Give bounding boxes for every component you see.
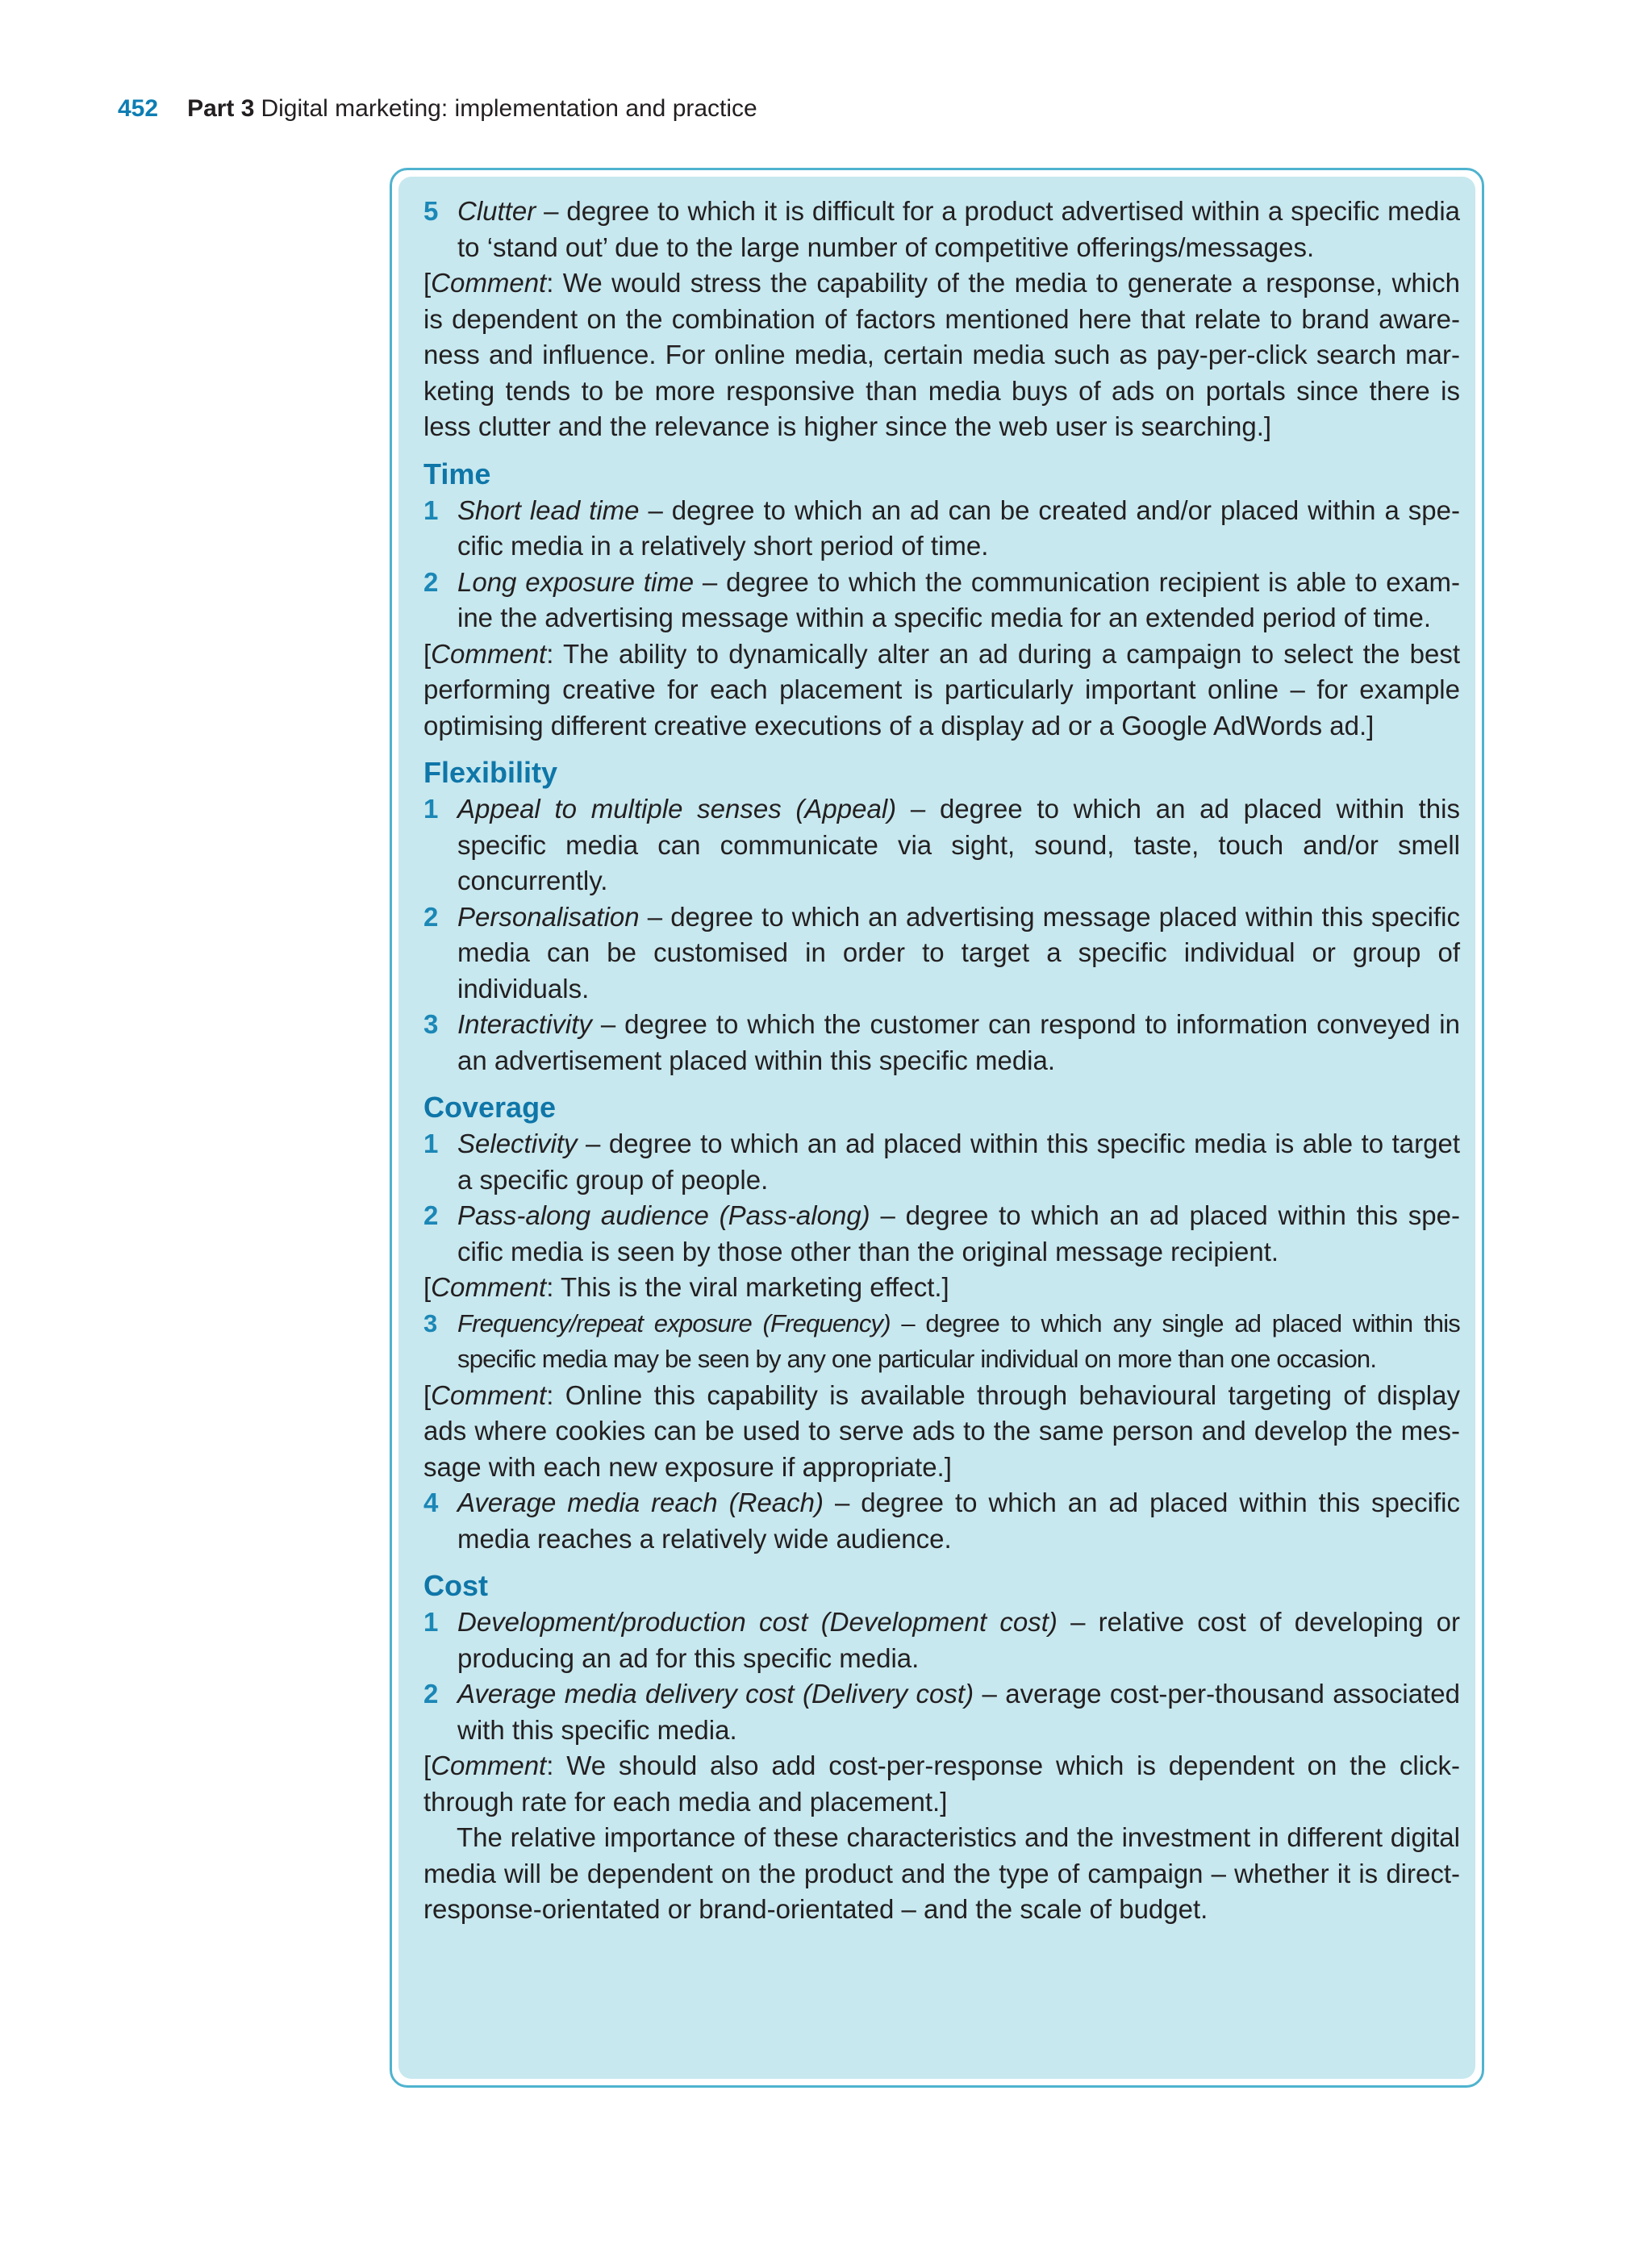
item-number: 2 xyxy=(423,566,439,597)
item-text: – degree to which an ad placed within this specific media can communicate via sight, sound, taste, touch and/or smell concurrently. xyxy=(457,794,1460,895)
comment-bracket: [ xyxy=(423,1751,432,1780)
item-term: Short lead time xyxy=(457,494,640,525)
item-term: Clutter xyxy=(457,196,536,226)
item-text: – degree to which an ad placed within this specific media is able to target a specific group of people. xyxy=(457,1129,1460,1195)
item-term: Selectivity xyxy=(457,1129,578,1158)
comment-viral xyxy=(423,1270,1460,1306)
part-label: Part 3 xyxy=(187,95,255,122)
heading-flexibility: Flexibility xyxy=(423,756,558,789)
item-number: 1 xyxy=(423,1129,439,1158)
item-number: 1 xyxy=(423,494,439,525)
item-number: 5 xyxy=(423,196,439,226)
list-item-long-exposure-time xyxy=(423,565,1460,636)
comment-label: Comment xyxy=(431,1751,547,1780)
item-text: – degree to which any single ad placed within this specific media may be seen by any one particular individual on more than one occasion. xyxy=(457,1308,1460,1373)
item-term: Pass-along audience (Pass-along) xyxy=(457,1200,870,1230)
list-item-clutter xyxy=(423,194,1460,265)
item-number: 1 xyxy=(423,794,439,824)
list-item-personalisation xyxy=(423,899,1460,1008)
item-term: Average media delivery cost (Delivery cost) xyxy=(457,1679,974,1709)
heading-coverage: Coverage xyxy=(423,1091,557,1124)
comment-text: : We would stress the capability of the media to generate a response, which is dependent on the combination of factors mentioned here that relate to brand awareness and influence. For online media, certain media such as pay-per-click search marketing tends to be more responsive than media buys of ads on portals since there is less clutter and the relevance is higher since the web user is searching.] xyxy=(423,268,1460,441)
item-number: 2 xyxy=(423,1200,439,1230)
heading-cost: Cost xyxy=(423,1569,488,1602)
item-text: – degree to which it is difficult for a product advertised within a specific media to ‘stand out’ due to the large number of competitive offerings/messages. xyxy=(457,196,1460,262)
list-item-development-cost xyxy=(423,1604,1460,1676)
list-item-selectivity xyxy=(423,1126,1460,1198)
item-text: – degree to which an ad placed within this specific media is seen by those other than the original message recipient. xyxy=(457,1200,1460,1266)
comment-bracket: [ xyxy=(423,638,432,669)
item-number: 3 xyxy=(423,1308,437,1337)
box-content xyxy=(423,194,1460,1928)
item-number: 1 xyxy=(423,1607,439,1637)
comment-label: Comment xyxy=(431,1272,547,1302)
comment-label: Comment xyxy=(431,638,547,669)
comment-time xyxy=(423,636,1460,745)
comment-bracket: [ xyxy=(423,268,432,298)
item-text: – degree to which an ad can be created and/or placed within a specific media in a relatively short period of time. xyxy=(457,494,1460,561)
list-item-frequency xyxy=(423,1306,1460,1378)
page-number: 452 xyxy=(118,95,159,122)
item-number: 4 xyxy=(423,1488,439,1517)
comment-text: : We should also add cost-per-response which is dependent on the click-through rate for each media and placement.] xyxy=(423,1751,1460,1817)
item-text: – degree to which an advertising message placed within this specific media can be customised in order to target a specific individual or group of individuals. xyxy=(457,901,1460,1004)
comment-cost xyxy=(423,1748,1460,1820)
item-text: – degree to which the communication recipient is able to examine the advertising message within a specific media for an extended period of time. xyxy=(457,566,1460,632)
item-term: Personalisation xyxy=(457,901,640,932)
item-text: – degree to which an ad placed within this specific media reaches a relatively wide audience. xyxy=(457,1488,1460,1554)
item-term: Appeal to multiple senses (Appeal) xyxy=(457,794,897,824)
list-item-reach xyxy=(423,1485,1460,1557)
header-title: Digital marketing: implementation and practice xyxy=(261,95,757,122)
list-item-short-lead-time xyxy=(423,493,1460,565)
running-header xyxy=(118,93,757,125)
item-text: – relative cost of developing or producing an ad for this specific media. xyxy=(457,1607,1461,1673)
item-term: Long exposure time xyxy=(457,566,695,597)
list-item-interactivity xyxy=(423,1007,1460,1079)
item-term: Development/production cost (Development cost) xyxy=(457,1607,1058,1637)
comment-text: : The ability to dynamically alter an ad during a campaign to select the best performing creative for each placement is particularly important online – for example optimising different creative executions of a display ad or a Google AdWords ad.] xyxy=(423,638,1460,741)
item-term: Frequency/repeat exposure (Frequency) xyxy=(457,1308,891,1337)
comment-text: : This is the viral marketing effect.] xyxy=(546,1272,949,1302)
item-number: 3 xyxy=(423,1009,439,1039)
comment-text: : Online this capability is available through behavioural targeting of display ads where cookies can be used to serve ads to the same person and develop the message with each new exposure if appropriate.] xyxy=(423,1379,1460,1482)
comment-label: Comment xyxy=(431,1379,547,1410)
item-text: – degree to which the customer can respond to information conveyed in an advertisement placed within this specific media. xyxy=(457,1009,1460,1075)
list-item-appeal xyxy=(423,791,1460,899)
item-term: Interactivity xyxy=(457,1009,592,1039)
closing-paragraph: The relative importance of these characteristics and the investment in different digital media will be dependent on the product and the type of campaign – whether it is direct-response-orientated or brand-orientated – and the scale of budget. xyxy=(423,1822,1460,1924)
comment-label: Comment xyxy=(431,268,547,298)
list-item-pass-along xyxy=(423,1198,1460,1270)
heading-time: Time xyxy=(423,457,491,490)
list-item-delivery-cost xyxy=(423,1676,1460,1748)
item-text: – average cost-per-thousand associated with this specific media. xyxy=(457,1679,1460,1745)
comment-behavioural xyxy=(423,1378,1460,1486)
comment-bracket: [ xyxy=(423,1379,432,1410)
comment-bracket: [ xyxy=(423,1272,432,1302)
item-term: Average media reach (Reach) xyxy=(457,1488,824,1517)
comment-response xyxy=(423,265,1460,445)
item-number: 2 xyxy=(423,901,439,932)
item-number: 2 xyxy=(423,1679,439,1709)
